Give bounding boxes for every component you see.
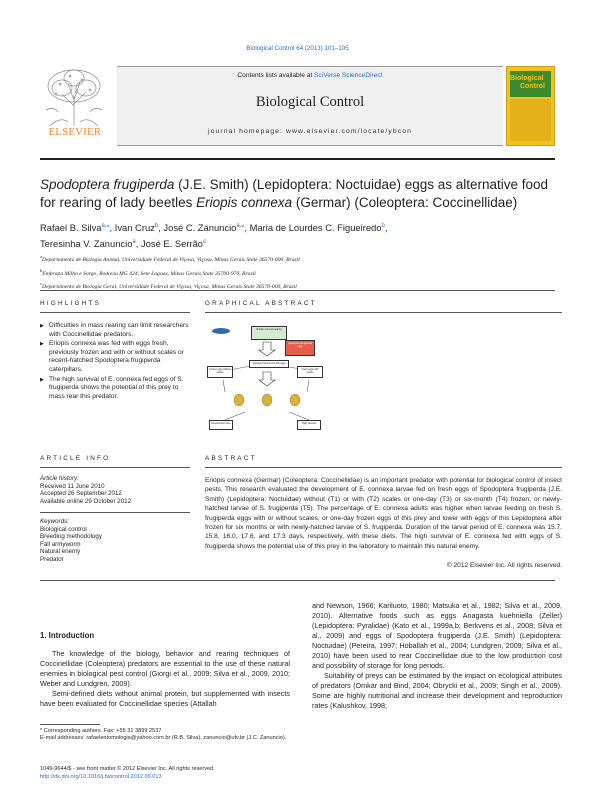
issn-line: 1049-9644/$ - see front matter © 2012 Elsevier Inc. All rights reserved. (40, 766, 215, 772)
abstract-rule (205, 467, 562, 468)
keyword-item: Fall armyworm (40, 540, 81, 548)
ga-node-top: Eriopis connexa rearing (251, 326, 287, 340)
ga-node-mid: Survival of larvae fed with eggs (249, 360, 289, 368)
cover-title-line2: Control (520, 82, 545, 90)
cover-title-line1: Biological (510, 75, 544, 82)
author-affil-mark[interactable]: b (154, 223, 159, 229)
graphical-abstract-figure (205, 320, 325, 435)
author-separator: , (135, 238, 141, 250)
intro-paragraph: and Newson, 1966; Kariluoto, 1980; Matsuka et al., 1982; Silva et al., 2009, 2010). Alternative foods such as eggs Anagasta kuehniella (Zeller) (Lepidoptera: Pyralidae) (Kato et al., 1999a,b; Berkvens et al., 2008; Silva et al., 2009) and eggs of Spodoptera frugiperda (J.E. Smith) (Lepidoptera: Noctuidae) (Pereira, 1997; Hoballah et al., 2004; Lundgren, 2009; Silva et al., 2010) have been used to rear Coccinellidae due to the low production cost and possibility of storage for long periods. (312, 601, 562, 670)
highlights-rule (40, 312, 190, 313)
history-label: Article history: (40, 475, 79, 482)
ga-node-red: Spodoptera frugiperda eggs (285, 340, 315, 356)
article-info-rule (40, 467, 190, 468)
author-separator: , (158, 222, 164, 234)
affiliation-b (40, 266, 560, 280)
author-name: Ivan Cruz (114, 222, 155, 234)
title-species-2: Eriopis connexa (196, 195, 293, 210)
title-text-1: (J.E. Smith) (Lepidoptera: Noctuidae) eggs as alternative food for rearing of lady beetles (40, 177, 549, 210)
journal-homepage[interactable]: journal homepage: www.elsevier.com/locate/ybcon (208, 128, 412, 135)
journal-cover-image (506, 66, 555, 146)
title-text-2: (Germar) (Coleoptera: Coccinellidae) (292, 195, 518, 210)
article-history (40, 475, 190, 505)
highlight-item: ▶ The high survival of E. connexa fed eggs of S. frugiperda shows the potential of this prey to mass rear this predator. (40, 376, 190, 402)
author-name: Rafael B. Silva (40, 222, 102, 234)
affiliations (40, 252, 560, 293)
contents-prefix: Contents lists available at (237, 72, 315, 79)
intro-right-column (312, 601, 562, 711)
received-date: Received 11 June 2010 (40, 482, 105, 490)
ga-node-bottom-right: High survival (297, 420, 321, 430)
ga-node-bottom-left: Development time (209, 420, 233, 430)
highlight-item: ▶ Difficulties in mass rearing can limit researchers with Coccinellidae predators. (40, 322, 190, 339)
author-list (40, 219, 560, 251)
bottom-meta (40, 765, 340, 781)
keywords-block (40, 518, 190, 564)
intro-paragraph: The knowledge of the biology, behavior and rearing techniques of Coccinellidae (Coleoptera) predators are essential to the use of these natural enemies in biological pest control (Giorgi et al., 2009; Silva et al., 2009, 2010; Weber and Lundgren, 2009). (40, 649, 290, 688)
keyword-item: Biological control (40, 525, 87, 533)
abstract-heading: ABSTRACT (205, 455, 257, 462)
larva-icon (212, 328, 230, 334)
affiliation-mark: a (40, 254, 43, 259)
cover-band-yellow (510, 99, 551, 141)
author-name: José E. Serrão (140, 238, 203, 250)
author-affil-mark[interactable]: c (203, 239, 206, 246)
affiliation-text: Departamento de Biologia Animal, Universidade Federal de Viçosa, Viçosa, Minas Gerais State 36570-000, Brazil (42, 256, 300, 263)
graphical-abstract-rule (205, 312, 562, 313)
affiliation-mark: b (40, 267, 43, 273)
header-rule (40, 158, 555, 160)
highlights-list (40, 322, 190, 402)
highlights-heading: HIGHLIGHTS (40, 300, 102, 307)
author-affil-mark[interactable]: b (381, 223, 385, 229)
intro-paragraph: Suitability of preys can be estimated by the impact on ecological attributes of predators (Omkar and Bind, 2004; Obrycki et al., 2009; Singh et al., 2009). Some are highly nutritional and increase their development and reproduction rates (Kalushkov, 1998; (312, 671, 562, 710)
author-name: Teresinha V. Zanuncio (40, 238, 133, 250)
journal-citation[interactable]: Biological Control 64 (2013) 101–105 (246, 45, 349, 52)
footnote (40, 728, 290, 743)
author-name: José C. Zanuncio (163, 222, 237, 234)
affil-rule (40, 290, 555, 291)
keyword-item: Predator (40, 555, 64, 563)
author-affil-mark[interactable]: a,⁎ (236, 223, 245, 229)
author-separator: , (244, 222, 250, 234)
keywords-label: Keywords: (40, 518, 69, 525)
keyword-item: Natural enemy (40, 548, 81, 556)
author-name: Maria de Lourdes C. Figueiredo (249, 222, 382, 234)
author-affil-mark[interactable]: a (132, 239, 136, 246)
abstract-bottom-rule (40, 580, 555, 581)
keywords-rule (40, 512, 190, 513)
corresponding-author-note: * Corresponding authors. Fax: +55 31 3899 2537. (40, 728, 163, 734)
affiliation-mark: c (40, 281, 43, 287)
ga-node-left: Frozen eggs without scales (207, 366, 233, 378)
article-title (40, 176, 560, 212)
journal-title: Biological Control (255, 94, 365, 110)
contents-line (117, 72, 503, 79)
abstract-copyright: © 2012 Elsevier Inc. All rights reserved. (446, 562, 562, 569)
sciencedirect-link[interactable]: SciVerse ScienceDirect (314, 72, 383, 79)
article-info-heading: ARTICLE INFO (40, 455, 111, 462)
cover-title (510, 75, 553, 90)
title-species-1: Spodoptera frugiperda (40, 177, 175, 192)
elsevier-wordmark: ELSEVIER (48, 127, 102, 138)
author-affil-mark[interactable]: a,⁎ (101, 223, 110, 229)
abstract-text: Eriopis connexa (Germar) (Coleoptera: Coccinellidae) is an important predator with potential for biological control of insect pests. This research evaluated the development of E. connexa larvae fed on fresh eggs of Spodoptera frugiperda (J.E. Smith) (Lepidoptera: Noctuidae) without (T1) or with (T2) scales or one-day (T3) or six-month (T4) frozen, or newly-hatched larvae of S. frugiperda (T5). The percentage of E. connexa adults was higher when larvae feeding on fresh S. frugiperda eggs with or without scales, or one-day frozen eggs of this prey and lower with eggs of this Lepidoptera after frozen for six months or with newly-hatched larvae of S. frugiperda. Duration of the larval period of E. connexa was 15.7, 15.8, 16.0, 17.6, and 17.3 days, respectively, with these diets. The high survival of E. connexa fed with eggs of S. frugiperda shows the potential use of this prey in the laboratory to maintain this natural enemy. (205, 477, 562, 550)
intro-left-column (40, 649, 290, 709)
highlight-item: ▶ Eriopis connexa was fed with eggs fresh, previously frozen and with or without scales or recent-hatched Spodoptera frugiperda caterpillars. (40, 340, 190, 374)
affiliation-c (40, 279, 560, 293)
author-separator: , (109, 222, 115, 234)
online-date: Available online 29 October 2012 (40, 497, 132, 505)
affiliation-a (40, 252, 560, 266)
doi-link[interactable]: http://dx.doi.org/10.1016/j.biocontrol.2012.09.013 (40, 774, 162, 781)
accepted-date: Accepted 26 September 2012 (40, 490, 122, 498)
author-separator: , (384, 222, 388, 234)
intro-paragraph: Semi-defined diets without animal protein, but supplemented with insects have been evaluated for Coccinellidae species (Attallah (40, 689, 290, 708)
footnote-rule (40, 724, 100, 725)
affiliation-text: Departamento de Biologia Geral, Universidade Federal de Viçosa, Viçosa, Minas Gerais State 36570-000, Brazil (42, 284, 297, 291)
keyword-item: Breeding methodology (40, 533, 102, 541)
graphical-abstract-heading: GRAPHICAL ABSTRACT (205, 300, 317, 307)
introduction-heading: 1. Introduction (40, 631, 95, 640)
email-addresses[interactable]: E-mail addresses: rafaelentomologia@yahoo.com.br (R.B. Silva), zanuncio@ufv.br (J.C. Zanuncio). (40, 735, 287, 742)
affiliation-text: Embrapa Milho e Sorgo, Rodovia MG 424, Sete Lagoas, Minas Gerais State 35700-970, Brazil (42, 270, 256, 277)
ga-node-right: Fresh eggs with scales (297, 366, 323, 378)
